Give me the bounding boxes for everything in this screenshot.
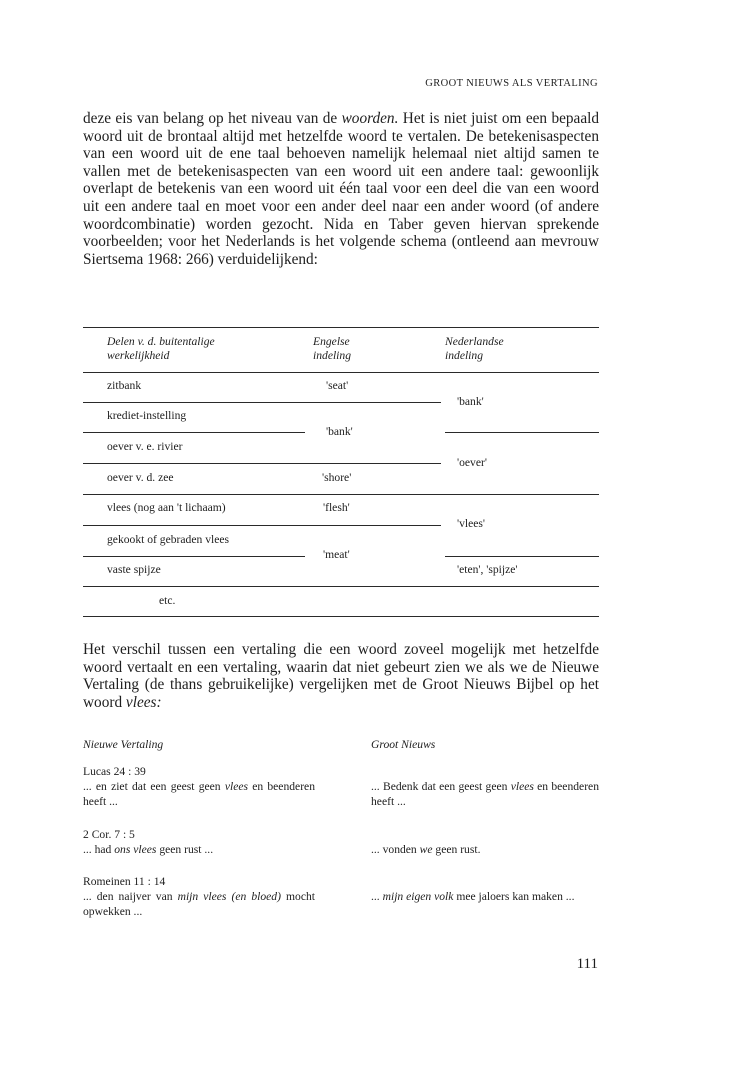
dutch-bank: 'bank': [457, 395, 484, 408]
quote-text: ... den naijver van: [83, 890, 178, 903]
comparison-entry-nv: [83, 874, 315, 919]
english-seat: 'seat': [326, 379, 349, 392]
english-meat: 'meat': [323, 548, 350, 561]
quote-text: en beenderen heeft ...: [83, 780, 315, 808]
intro-text-1: deze eis van belang op het niveau van de: [83, 110, 342, 127]
table-rule-header: [83, 372, 599, 373]
gn-quote: [371, 779, 599, 809]
comparison-entry-nv: [83, 764, 315, 809]
header-col1-line2: werkelijkheid: [107, 349, 170, 362]
dutch-divider: [445, 556, 599, 557]
dutch-vlees: 'vlees': [457, 517, 485, 530]
groot-nieuws-header: Groot Nieuws: [371, 738, 436, 751]
table-row: gekookt of gebraden vlees: [107, 533, 230, 546]
comparison-entry-nv: [83, 827, 315, 857]
quote-text: geen rust.: [432, 843, 481, 856]
quote-emphasis: we: [419, 843, 433, 856]
table-rule-bottom: [83, 616, 599, 617]
quote-text: ...: [371, 890, 383, 903]
row-divider: [83, 432, 305, 433]
dutch-oever: 'oever': [457, 456, 487, 469]
outro-paragraph: [83, 641, 599, 711]
quote-text: ... vonden: [371, 843, 420, 856]
table-rule-top: [83, 327, 599, 328]
header-col3: [445, 335, 504, 363]
quote-text: ... had: [83, 843, 115, 856]
english-bank: 'bank': [326, 425, 353, 438]
row-divider: [83, 525, 441, 526]
header-col1-line1: Delen v. d. buitentalige: [107, 335, 215, 348]
dutch-divider: [445, 432, 599, 433]
verse-reference: Lucas 24 : 39: [83, 765, 146, 778]
table-row: oever v. e. rivier: [107, 440, 183, 453]
gn-quote: [371, 889, 599, 904]
row-divider: [83, 586, 599, 587]
comparison-entry-gn: [371, 779, 599, 809]
comparison-entry-gn: [371, 889, 599, 904]
quote-emphasis: mijn vlees (en bloed): [177, 890, 281, 903]
header-col3-line1: Nederlandse: [445, 335, 504, 348]
row-divider: [83, 463, 441, 464]
quote-text: ... Bedenk dat een geest geen: [371, 780, 511, 793]
table-row: zitbank: [107, 379, 142, 392]
quote-text: mee jaloers kan maken ...: [453, 890, 575, 903]
comparison-entry-gn: [371, 842, 599, 857]
intro-paragraph: [83, 110, 599, 268]
quote-text: mocht opwekken ...: [83, 890, 315, 918]
intro-term: woorden.: [341, 110, 399, 127]
row-divider: [83, 556, 305, 557]
running-head: GROOT NIEUWS ALS VERTALING: [425, 78, 598, 89]
header-col1: [107, 335, 215, 363]
meaning-schema-table: [83, 327, 599, 617]
verse-reference: 2 Cor. 7 : 5: [83, 828, 135, 841]
nv-quote: [83, 889, 315, 919]
quote-text: en beenderen heeft ...: [371, 780, 599, 808]
outro-text: Het verschil tussen een vertaling die een woord zoveel mogelijk met hetzelfde woord vertaalt en een vertaling, waarin dat niet gebeurt zien we als we de Nieuwe Vertaling (de thans gebruikelijke) vergelijken met de Groot Nieuws Bijbel op het woord: [83, 641, 599, 711]
header-col2: [313, 335, 351, 363]
english-flesh: 'flesh': [323, 501, 350, 514]
verse-reference: Romeinen 11 : 14: [83, 875, 166, 888]
english-shore: 'shore': [322, 471, 352, 484]
header-col2-line1: Engelse: [313, 335, 350, 348]
page-number: 111: [576, 956, 598, 972]
quote-emphasis: mijn eigen volk: [382, 890, 454, 903]
nv-quote: [83, 842, 315, 857]
nieuwe-vertaling-header: Nieuwe Vertaling: [83, 738, 164, 751]
intro-text-2: Het is niet juist om een bepaald woord uit de brontaal altijd met hetzelfde woord te vertalen. De betekenisaspecten van een woord uit de ene taal behoeven namelijk helemaal niet altijd samen te vallen met de betekenisaspecten van een woord uit een andere taal: gewoonlijk overlapt de betekenis van een woord uit één taal voor een deel die van een woord uit een andere taal en moet voor een ander deel naar een ander woord (of andere woordcombinatie) worden gezocht. Nida en Taber geven hiervan sprekende voorbeelden; voor het Nederlands is het volgende schema (ontleend aan mevrouw Siertsema 1968: 266) verduidelijkend:: [83, 110, 600, 268]
quote-emphasis: vlees: [510, 780, 534, 793]
row-divider: [83, 402, 441, 403]
quote-text: ... en ziet dat een geest geen: [83, 780, 225, 793]
nv-quote: [83, 779, 315, 809]
table-row: krediet-instelling: [107, 409, 187, 422]
table-row: oever v. d. zee: [107, 471, 174, 484]
header-col3-line2: indeling: [445, 349, 483, 362]
outro-term: vlees:: [125, 693, 162, 711]
table-row: vaste spijze: [107, 563, 161, 576]
dutch-eten-spijze: 'eten', 'spijze': [457, 563, 518, 576]
quote-emphasis: ons vlees: [114, 843, 157, 856]
gn-quote: [371, 842, 599, 857]
quote-emphasis: vlees: [224, 780, 248, 793]
table-row: etc.: [159, 594, 176, 607]
table-row: vlees (nog aan 't lichaam): [107, 501, 226, 514]
row-divider: [83, 494, 599, 495]
header-col2-line2: indeling: [313, 349, 351, 362]
quote-text: geen rust ...: [156, 843, 214, 856]
